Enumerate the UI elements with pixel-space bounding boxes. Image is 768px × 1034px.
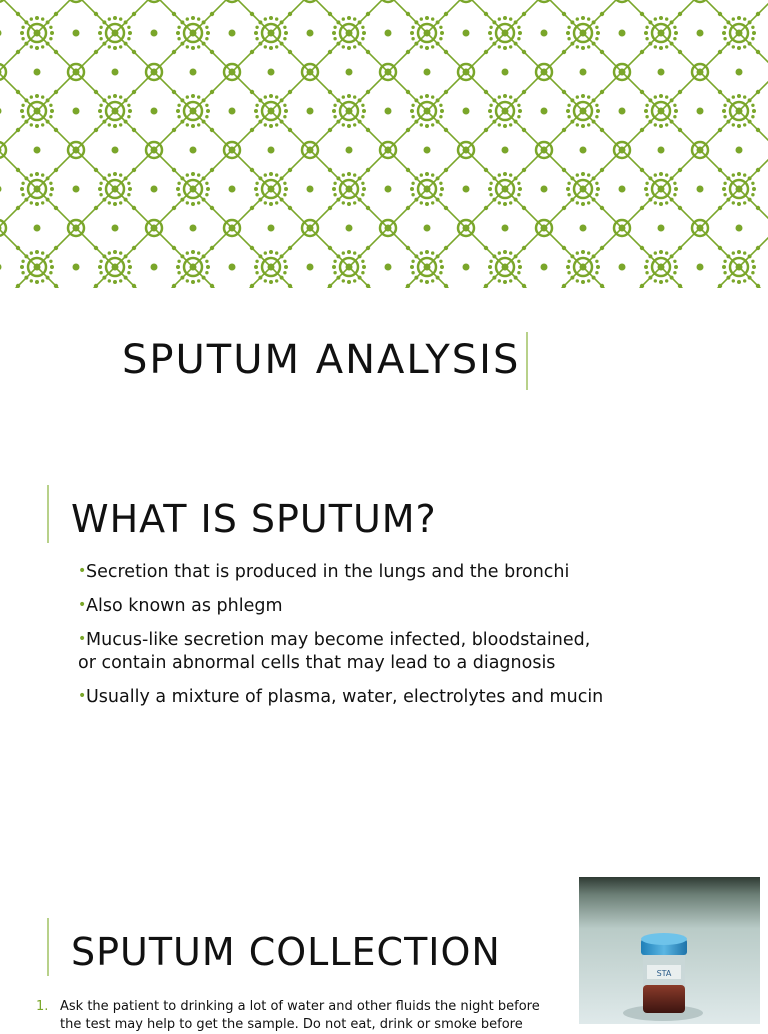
list-item (72, 560, 612, 584)
title-slide (0, 0, 768, 440)
bullet-text: Usually a mixture of plasma, water, electrolytes and mucin (86, 687, 604, 707)
step-number: 1. (36, 999, 49, 1014)
title-row (0, 332, 768, 390)
bullet-text: Also known as phlegm (86, 596, 283, 616)
bullet-text: Secretion that is produced in the lungs and the bronchi (86, 562, 570, 582)
heading-accent-bar (47, 485, 49, 543)
bullet-icon: • (78, 597, 87, 613)
slide-heading: WHAT IS SPUTUM? (71, 497, 437, 541)
bullet-icon: • (78, 688, 87, 704)
bullet-icon: • (78, 631, 87, 647)
specimen-cup-image (579, 877, 760, 1024)
list-item (72, 628, 612, 675)
definition-slide (0, 440, 768, 840)
bullet-text: Mucus-like secretion may become infected, bloodstained, or contain abnormal cells that may lead to a diagnosis (78, 630, 591, 673)
title-accent-bar (526, 332, 528, 390)
step-text: Ask the patient to drinking a lot of water and other fluids the night before the test may help to get the sample. Do not eat, drink or smoke before (60, 999, 540, 1032)
list-item (36, 998, 556, 1034)
steps-list (36, 998, 556, 1034)
collection-slide (0, 870, 768, 1032)
specimen-cup-photo (579, 877, 760, 1024)
list-item (72, 685, 612, 709)
bullet-list (72, 560, 612, 719)
cup-label-text: STA (656, 969, 672, 978)
heading-accent-bar (47, 918, 49, 976)
slide-heading: SPUTUM COLLECTION (71, 930, 501, 974)
decorative-pattern (0, 0, 768, 288)
list-item (72, 594, 612, 618)
bullet-icon: • (78, 563, 87, 579)
slide-title: SPUTUM ANALYSIS (122, 337, 521, 383)
